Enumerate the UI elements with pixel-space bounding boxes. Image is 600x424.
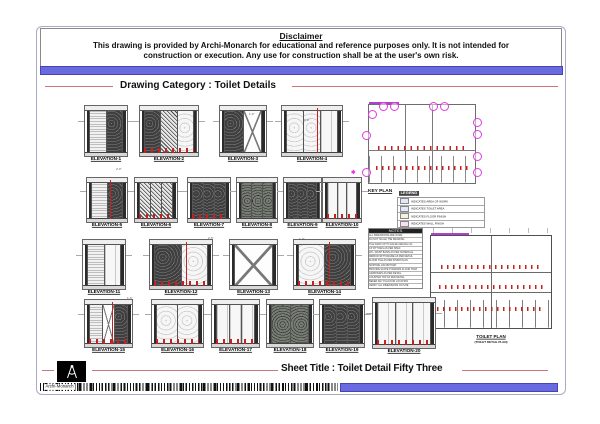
dimension-annotation: 2'-6" <box>208 236 214 240</box>
grid-bubble-icon <box>390 102 399 111</box>
elevation-panels <box>286 183 320 220</box>
elevation-panels <box>375 303 434 346</box>
elevation-drawing-2 <box>139 105 199 162</box>
panel-dark <box>107 111 123 154</box>
disclaimer-title: Disclaimer <box>279 30 323 41</box>
panel-dark <box>325 305 336 345</box>
elevation-label: ELEVATION-3 <box>227 157 259 162</box>
notes-text: SKIRTING 100 MM HIGH <box>369 262 397 266</box>
key-plan-walls <box>368 104 476 184</box>
elevation-drawing-20 <box>372 297 436 354</box>
elevation-base <box>294 285 355 289</box>
panel-light <box>413 303 430 346</box>
elevation-base <box>87 218 127 222</box>
elevation-drawing-7 <box>187 177 231 228</box>
legend-row <box>398 212 484 220</box>
panel-dark <box>155 245 181 287</box>
red-fixture-marks <box>144 148 194 153</box>
legend-row <box>398 205 484 213</box>
red-dimension-line <box>186 242 187 287</box>
key-plan-drawing <box>366 100 478 186</box>
elevation-label: ELEVATION-15 <box>92 348 125 353</box>
elevation-drawing-6 <box>134 177 178 228</box>
red-dimension-line <box>317 108 318 154</box>
key-plan-fixtures-row1 <box>378 146 464 150</box>
panel-dark <box>308 183 316 220</box>
panel-hlines <box>88 245 104 287</box>
elevation-base <box>212 343 259 347</box>
dimension-annotation: 1'-0" <box>299 237 305 241</box>
grid-bubble-icon <box>473 152 482 161</box>
elevation-label: ELEVATION-13 <box>237 290 270 295</box>
grid-bubble-icon <box>362 168 371 177</box>
elevation-base <box>267 343 313 347</box>
dimension-annotation: 1'-6" <box>249 112 255 116</box>
grid-bubble-icon <box>473 168 482 177</box>
elevation-drawing-11 <box>82 239 126 295</box>
elevation-base <box>284 218 321 222</box>
elevation-panels <box>89 183 126 220</box>
elevation-base <box>188 218 230 222</box>
elevation-label: ELEVATION-14 <box>308 290 341 295</box>
dimension-annotation: 0'-9" <box>304 118 310 122</box>
legend-title: LEGEND <box>400 191 418 196</box>
red-dimension-line <box>112 302 113 345</box>
grid-bubble-icon <box>473 130 482 139</box>
panel-light <box>105 245 121 287</box>
elevation-label: ELEVATION-9 <box>287 223 318 228</box>
title-rule-dash <box>42 370 54 371</box>
toilet-plan-fixtures-row3 <box>437 307 545 311</box>
red-fixture-marks <box>377 340 431 345</box>
elevation-drawing-4 <box>281 105 343 162</box>
elevation-drawing-9 <box>283 177 322 228</box>
toilet-plan-fixtures-row2 <box>439 285 543 289</box>
elevation-panels <box>142 111 197 154</box>
legend-table <box>397 197 485 228</box>
brand-logo <box>57 361 86 382</box>
panel-dark <box>225 111 243 154</box>
elevation-base <box>83 285 125 289</box>
toilet-plan-subcaption: (TOILET DETAIL PLAN) <box>474 340 508 344</box>
panel-hlines <box>92 183 107 220</box>
legend-text: INDICATES TOILET AREA <box>411 207 445 211</box>
elevation-label: ELEVATION-16 <box>161 348 194 353</box>
elevation-drawing-1 <box>84 105 128 162</box>
grid-bubble-icon <box>473 118 482 127</box>
panel-light <box>378 303 395 346</box>
notes-text: MIRROR WITH FRAME AS PER DETAIL <box>369 254 413 258</box>
notes-text: GRAB BARS AS PER DETAIL <box>369 271 402 275</box>
legend-row <box>398 220 484 228</box>
elevation-label: ELEVATION-19 <box>325 348 359 353</box>
notes-row <box>369 283 422 287</box>
elevation-drawing-14 <box>293 239 356 295</box>
notes-text: FLOOR TILE AS PER FINISH PLAN <box>369 258 408 262</box>
grid-bubble-icon <box>379 102 388 111</box>
elevation-panels <box>322 305 363 345</box>
dimension-annotation: 2'-0" <box>116 167 122 171</box>
notes-header: NOTES <box>369 229 422 233</box>
notes-text: CP FITTINGS AS PER SPEC <box>369 246 401 250</box>
panel-dark <box>145 111 160 154</box>
elevation-panels <box>269 305 312 345</box>
elevation-base <box>237 218 277 222</box>
notes-text: DO NOT SCALE THE DRAWING <box>369 237 405 241</box>
elevation-label: ELEVATION-17 <box>219 348 252 353</box>
toilet-plan-fixtures-row1 <box>441 265 539 269</box>
notes-text: VERIFY ALL DIMENSIONS ON SITE <box>369 283 409 287</box>
notes-text: ALL DIMENSIONS ARE IN MM <box>369 233 403 237</box>
elevation-label: ELEVATION-8 <box>241 223 273 228</box>
notes-text: TILE DADO UP TO FALSE CEILING LVL <box>369 241 413 245</box>
elevation-base <box>282 152 342 156</box>
elevation-panels <box>239 183 276 220</box>
elevation-label: ELEVATION-2 <box>153 157 185 162</box>
elevation-panels <box>232 245 276 287</box>
elevation-drawing-19 <box>319 299 365 353</box>
elevation-panels <box>296 245 354 287</box>
legend-swatch <box>400 213 409 219</box>
elevation-label: ELEVATION-10 <box>325 223 359 228</box>
title-rule-left <box>92 370 278 371</box>
key-plan-label: KEY PLAN <box>368 189 393 194</box>
elevation-label: ELEVATION-18 <box>273 348 307 353</box>
red-dimension-line <box>329 242 330 287</box>
barcode <box>40 383 338 391</box>
brand-name-label: Archi-Monarch <box>45 384 74 390</box>
bottom-blue-divider <box>340 383 558 392</box>
red-dimension-line <box>110 180 111 220</box>
grid-bubble-icon <box>368 110 377 119</box>
elevation-base <box>373 344 435 348</box>
elevation-base <box>85 343 132 347</box>
compass-divider-icon <box>63 363 81 381</box>
panel-swirl <box>178 111 193 154</box>
elevation-base <box>220 152 266 156</box>
legend-text: INDICATES WALL FINISH <box>411 222 444 226</box>
notes-text: COUNTER TOP AS PER DETAIL <box>369 275 405 279</box>
disclaimer-line2: construction or execution. Any use for construction shall be at the user's own risk. <box>143 51 459 61</box>
red-fixture-marks <box>156 339 199 344</box>
elevation-base <box>230 285 277 289</box>
panel-light <box>321 111 337 154</box>
legend-text: INDICATES FLOOR FINISH <box>411 214 447 218</box>
red-fixture-marks <box>154 281 208 286</box>
notes-text: REFER KEY PLAN FOR LOCATION <box>369 279 408 283</box>
elevation-drawing-10 <box>322 177 362 228</box>
key-plan-fixtures-row2 <box>376 166 468 170</box>
panel-diag <box>161 111 176 154</box>
toilet-plan-walls <box>430 235 552 329</box>
grid-bubble-icon <box>440 102 449 111</box>
toilet-plan-caption: TOILET PLAN <box>476 335 506 340</box>
elevation-panels <box>284 111 341 154</box>
elevation-panels <box>85 245 124 287</box>
toilet-plan-highlight <box>431 233 469 235</box>
legend-swatch <box>400 206 409 212</box>
elevation-drawing-16 <box>151 299 204 353</box>
elevation-label: ELEVATION-12 <box>164 290 198 295</box>
elevation-drawing-18 <box>266 299 314 353</box>
panel-light <box>396 303 413 346</box>
legend-text: INDICATES AREA OF WORK <box>411 199 448 203</box>
elevation-base <box>150 285 212 289</box>
panel-dark <box>337 305 348 345</box>
panel-cross <box>235 245 272 287</box>
red-fixture-marks <box>216 339 255 344</box>
elevation-drawing-3 <box>219 105 267 162</box>
legend-swatch <box>400 198 409 204</box>
panel-swirl <box>299 245 324 287</box>
grid-bubble-icon <box>362 131 371 140</box>
dimension-annotation: 1'-6" <box>127 296 133 300</box>
panel-dark <box>298 183 306 220</box>
red-fixture-marks <box>327 214 357 219</box>
elevation-label: ELEVATION-11 <box>87 290 121 295</box>
elevation-label: ELEVATION-20 <box>387 349 421 354</box>
elevation-panels <box>87 111 126 154</box>
notes-row <box>369 267 422 271</box>
magenta-marker-icon: ✱ <box>351 170 356 176</box>
elevation-label: ELEVATION-7 <box>193 223 225 228</box>
red-fixture-marks <box>298 281 351 286</box>
panel-dark <box>348 305 359 345</box>
panel-speck <box>242 183 251 220</box>
elevation-panels <box>152 245 211 287</box>
sheet-title-label: Sheet Title : Toilet Detail Fifty Three <box>281 363 443 374</box>
panel-cross <box>244 111 262 154</box>
elevation-drawing-13 <box>229 239 278 295</box>
grid-bubble-icon <box>429 102 438 111</box>
panel-speck <box>272 305 290 345</box>
red-fixture-marks <box>139 214 173 219</box>
panel-hlines <box>90 111 106 154</box>
elevation-base <box>152 343 203 347</box>
red-fixture-marks <box>192 214 226 219</box>
red-fixture-marks <box>89 339 128 344</box>
elevation-label: ELEVATION-5 <box>91 223 123 228</box>
panel-speck <box>263 183 272 220</box>
elevation-base <box>135 218 177 222</box>
elevation-drawing-8 <box>236 177 278 228</box>
panel-speck <box>291 305 309 345</box>
notes-text: WC / WASH BASIN AS PER SCHEDULE <box>369 250 414 254</box>
elevation-label: ELEVATION-6 <box>140 223 172 228</box>
elevation-panels <box>222 111 265 154</box>
elevation-drawing-12 <box>149 239 213 295</box>
elevation-drawing-17 <box>211 299 260 353</box>
toilet-plan-drawing <box>427 233 555 344</box>
legend-swatch <box>400 221 409 227</box>
disclaimer-line1: This drawing is provided by Archi-Monarch for educational and reference purposes only. It is not intended for <box>92 40 510 50</box>
elevation-drawing-5 <box>86 177 128 228</box>
dimension-ticks <box>433 228 549 233</box>
notes-table <box>368 228 423 289</box>
title-rule-right <box>462 370 548 371</box>
elevation-drawing-15 <box>84 299 133 353</box>
panel-swirl <box>287 111 303 154</box>
panel-dark <box>289 183 297 220</box>
elevation-label: ELEVATION-1 <box>90 157 122 162</box>
panel-speck <box>252 183 261 220</box>
elevation-base <box>323 218 361 222</box>
notes-text: PROVIDE SLOPE TOWARDS FLOOR TRAP <box>369 267 418 271</box>
elevation-base <box>140 152 198 156</box>
elevation-base <box>320 343 364 347</box>
elevation-label: ELEVATION-4 <box>296 157 328 162</box>
drawing-category-label: Drawing Category : Toilet Details <box>120 80 276 91</box>
elevation-base <box>85 152 127 156</box>
